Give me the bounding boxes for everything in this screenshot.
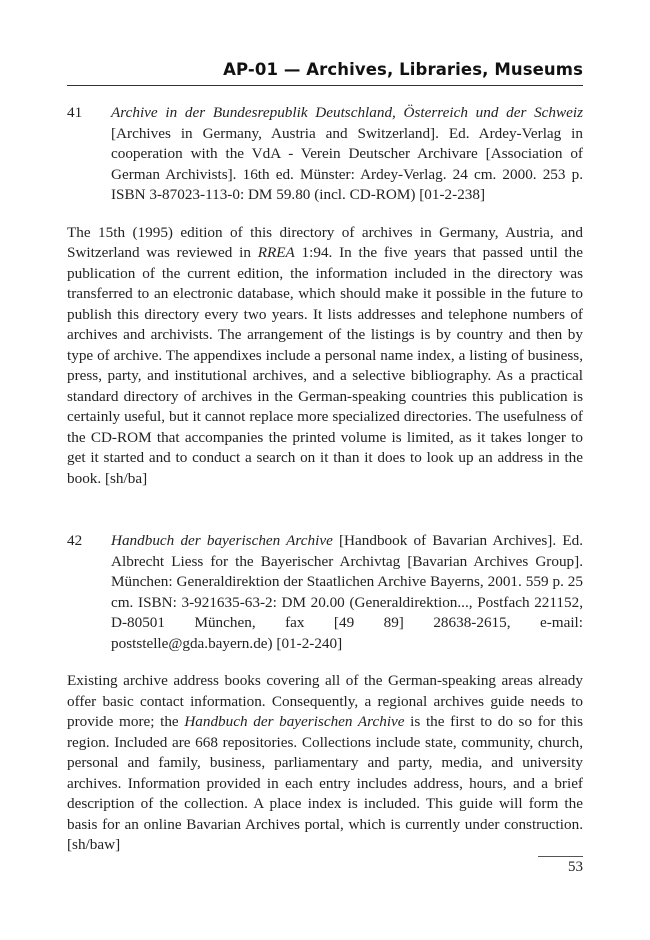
citation-details: [Archives in Germany, Austria and Switzerland]. Ed. Ardey-Verlag in cooperation with the VdA - Verein Deutscher Archivare [Association of German Archivists]. 16th ed. Münster: Ardey-Verlag. 24 cm. 2000. 253 p. ISBN 3-87023-113-0: DM 59.80 (incl. CD-ROM) [01-2-238]	[111, 124, 583, 203]
citation-text	[111, 531, 583, 654]
entry-42-citation	[67, 531, 583, 654]
review-text: The 15th (1995) edition of this directory of archives in Germany, Austria, and Switzerland was reviewed in	[67, 223, 583, 261]
entry-41-review	[67, 223, 583, 490]
review-text: is the first to do so for this region. Included are 668 repositories. Collections include state, community, church, personal and family, business, parliamentary and party, media, and university archives. Information provided in each entry includes address, hours, and a brief description of the collection. A place index is included. This guide will form the basis for an online Bavarian Archives portal, which is currently under construction. [sh/baw]	[67, 713, 583, 853]
review-italic: Handbuch der bayerischen Archive	[184, 713, 405, 730]
entry-number: 42	[67, 532, 83, 549]
page-number: 53	[568, 859, 583, 875]
page	[67, 60, 583, 856]
review-text: Existing archive address books covering all of the German-speaking areas already offer basic contact information. Consequently, a regional archives guide needs to provide more; the	[67, 672, 583, 730]
entry-number: 41	[67, 104, 83, 121]
citation-title: Handbuch der bayerischen Archive	[111, 532, 333, 549]
entry-41-citation	[67, 103, 583, 206]
citation-text	[111, 103, 583, 206]
review-italic: RREA	[257, 244, 295, 261]
citation-title: Archive in der Bundesrepublik Deutschland, Österreich und der Schweiz	[111, 104, 583, 121]
entry-42-review	[67, 671, 583, 856]
review-text: 1:94. In the five years that passed until the publication of the current edition, the information included in the directory was transferred to an electronic database, which should make it possible in the future to publish this directory every two years. It lists addresses and telephone numbers of archives and archivists. The arrangement of the listings is by country and then by type of archive. The appendixes include a personal name index, a listing of business, press, party, and institutional archives, and a selective bibliography. As a practical standard directory of archives in the German-speaking countries this publication is certainly useful, but it cannot replace more specialized directories. The usefulness of the CD-ROM that accompanies the printed volume is limited, as it takes longer to get it started and to conduct a search on it than it does to look up an address in the book. [sh/ba]	[67, 244, 583, 487]
running-header: AP-01 — Archives, Libraries, Museums	[67, 60, 583, 86]
citation-details: [Handbook of Bavarian Archives]. Ed. Albrecht Liess for the Bayerischer Archivtag [Bavarian Archives Group]. München: Generaldirektion der Staatlichen Archive Bayerns, 2001. 559 p. 25 cm. ISBN: 3-921635-63-2: DM 20.00 (Generaldirektion..., Postfach 221152, D-80501 München, fax [49 89] 28638-2615, e-mail: poststelle@gda.bayern.de) [01-2-240]	[111, 532, 583, 652]
footer-rule	[538, 856, 583, 857]
